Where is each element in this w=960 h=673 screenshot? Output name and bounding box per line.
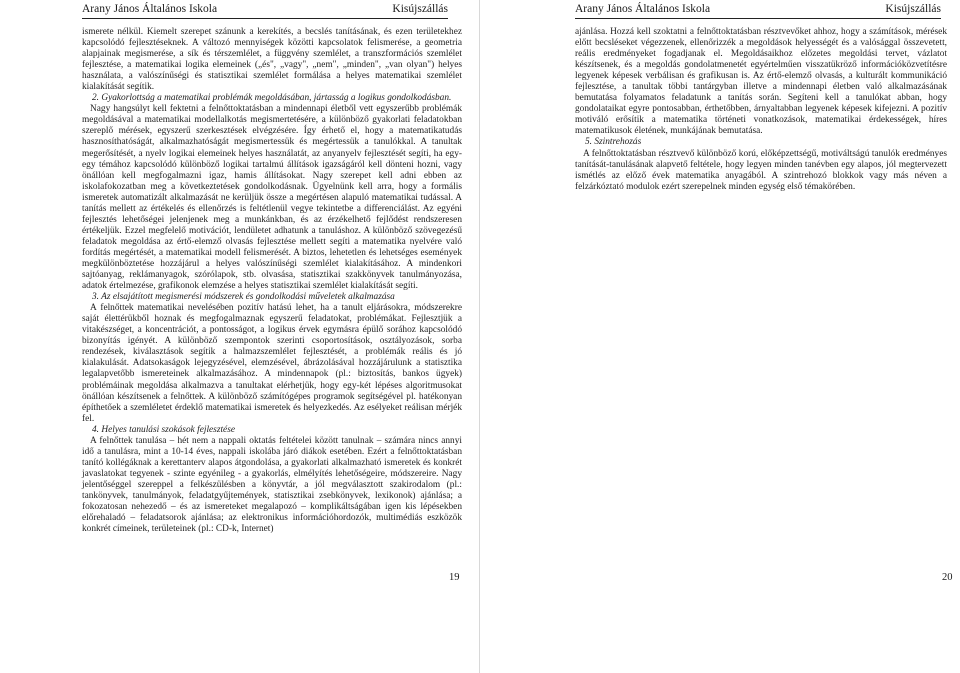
page-number: 19 [449,572,460,583]
page-number: 20 [942,572,953,583]
paragraph: ismerete nélkül. Kiemelt szerepet szánunk a kerekítés, a becslés tanításának, és ezen területekhez kapcsolódó fejlesztéseknek. A változó mennyiségek közötti kapcsolatok felismerése, a geometria alapjainak megismerése, a sík és térszemlélet, a függvény szemlélet, a transzformációs szemlélet fejlesztése, a matematikai logika elemeinek („és", „vagy", „nem", „minden", „van olyan") helyes használata, a valószínűségi és statisztikai szemlélet formálása a helyes matematikai szemlélet kialakítását segítik. [82,27,462,93]
page-header [575,3,941,19]
header-rule [575,18,941,19]
paragraph: A felnőttek tanulása – hét nem a nappali oktatás feltételei között tanulnak – számára nincs annyi idő a tanulásra, mint a 10-14 éves, nappali iskolába járó diákok esetében. Ezért a felnőttoktatásban tanító kollégáknak a kerettanterv alapos átgondolása, a gyakorlati alkalmazható ismeretek és konkrét javaslatokat tegyenek - szinte egyénileg - a gyakorlás, elmélyítés lehetőségeire, módszereire. Nagy jelentőséggel szereppel a felkészülésben a könyvtár, a jól megválasztott szakirodalom (pl.: tankönyvek, tanulmányok, feladatgyűjtemények, statisztikai zsebkönyvek, lexikonok) ajánlása; a fokozatosan nehezedő – és az ismereteket megalapozó – komplikáltságában igen kis lépésekben előrehaladó – feladatsorok ajánlása; az elektronikus információhordozók, multimédiás eszközök konkrét címeinek, területeinek (pl.: CD-k, Internet) [82,435,462,535]
section-heading: 3. Az elsajátított megismerési módszerek és gondolkodási műveletek alkalmazása [92,292,395,303]
header-city: Kisújszállás [885,3,941,15]
header-city: Kisújszállás [392,3,448,15]
section-heading: 2. Gyakorlottság a matematikai problémák megoldásában, jártasság a logikus gondolkodásban. [92,93,452,104]
section-heading: 4. Helyes tanulási szokások fejlesztése [92,424,235,435]
page-body [82,27,462,535]
paragraph: A felnőttoktatásban résztvevő különböző korú, előképzettségű, motiváltságú tanulók eredményes tanítását-tanulásának alapvető feltétele, hogy legyen minden tanévben egy alapos, jól megtervezett ismétlés az előző évek matematika anyagából. A szintrehozó blokkok vagy más néven a felzárkóztató modulok ezért szerepelnek minden egység első témakörében. [575,148,947,192]
paragraph: A felnőttek matematikai nevelésében pozitív hatású lehet, ha a tanult eljárásokra, módszerekre saját élettérükből hoznak és megfogalmaznak egyszerű feladatokat, problémákat. Fejlesztjük a vitakészséget, a koncentrációt, a pontosságot, a logikus érvek egymásra épülő sorához kapcsolódó bizonyítás igényét. A különböző szempontok szerinti csoportosítások, osztályozások, sorba rendezések, kiválasztások segítik a halmazszemlélet fejlesztését, a problémák reális és jó kialakulását. Adatsokaságok lejegyzésével, elemzésével, ábrázolásával hozzájárulunk a statisztika legalapvetőbb ismereteinek alkalmazásához. A mindennapok (pl.: biztosítás, bankos ügyek) problémáinak megoldása alkalmazva a tanultakat elérhetjük, hogy egy-két lépéses algoritmusokat önállóan készítsenek a felnőttek. A különböző számítógépes programok segítségével pl. hatékonyan építhetőek a szemléletet érdeklő matematikai ismeretek és helyezkedés. Az esélyeket reálisan mérjék fel. [82,303,462,424]
paragraph: Nagy hangsúlyt kell fektetni a felnőttoktatásban a mindennapi életből vett egyszerűbb problémák megoldásával a matematikai modellalkotás megismertetésére, a különböző gyakorlati feladatokban szereplő mérések, egyszerű szerkesztések elvégzésére. Így érhető el, hogy a matematikatudás hasznosíthatóságát, alkalmazhatóságát megismertessük és megértessük a tanulókkal. A tanultak megerősítését, a nyelv logikai elemeinek helyes használatát, az anyanyelv fejlesztését segíti, ha egy-egy témához kapcsolódó különböző logikai tartalmú állítások igazságáról kell dönteni hozni, vagy önállóan kell megfogalmazni igaz, hamis állításokat. Nagy szerepet kell adni ebben az iskolafokozatban meg a következtetések gondolkodásnak. Ügyelnünk kell arra, hogy a formális ismeretek automatizált alkalmazását ne kerüljük össze a megértésen alapuló matematikai tudással. A tanítás mellett az értékelés és ellenőrzés is feltétlenül vegye tekintetbe a differenciálást. Az egyéni fejlesztés lehetőségei jelenjenek meg a munkánkban, és az érzékelhető fejlődést rendszeresen értékeljük. Ezzel megfelelő motivációt, lendületet adhatunk a tanuláshoz. A különböző szövegezésű feladatok megoldása az értő-elemző olvasás fejlesztése mellett segíti a matematika nyelvére való fordítás megértését, a matematikai modell felismerését. A biztos, lehetetlen és lehetséges események megkülönböztetése hozzájárul a helyes valószínűségi szemlélet kialakításához. A mindenkori sajtóanyag, reklámanyagok, szórólapok, stb. olvasása, statisztikai szakkönyvek tanulmányozása, adatok értelmezése, grafikonok elemzése a helyes statisztikai szemlélet kialakítását segíti. [82,104,462,292]
header-rule [82,18,448,19]
section-heading: 5. Szintrehozás [585,137,642,148]
paragraph: ajánlása. Hozzá kell szoktatni a felnőttoktatásban résztvevőket ahhoz, hogy a számítások, mérések előtt becsléseket végezzenek, ellenőrizzék a megoldások helyességét és a valósággal összevetett, reális eredményeket fogadjanak el. Megoldásaikhoz előzetes megoldási tervet, vázlatot készítsenek, és a megoldás gondolatmenetét egyértelműen visszatükröző információközvetítésre legyenek képesek verbálisan és grafikusan is. Az értő-elemző olvasás, a kulturált kommunikáció fejlesztése, a tanultak többi tantárgyban illetve a mindennapi életben való alkalmazásának bemutatása folyamatos feladatunk a tanítás során. Segíteni kell a tanulókat abban, hogy gondolataikat egyre pontosabban, érthetőbben, árnyaltabban legyenek képesek kifejezni. A pozitív motiváló erősítik a matematika történeti vonatkozások, matematikai érdekességek, híres matematikusok életének, munkájának bemutatása. [575,27,947,137]
right-page [480,0,960,673]
page-header [82,3,448,19]
header-school-name: Arany János Általános Iskola [575,3,711,15]
page-body [575,27,947,193]
header-school-name: Arany János Általános Iskola [82,3,218,15]
